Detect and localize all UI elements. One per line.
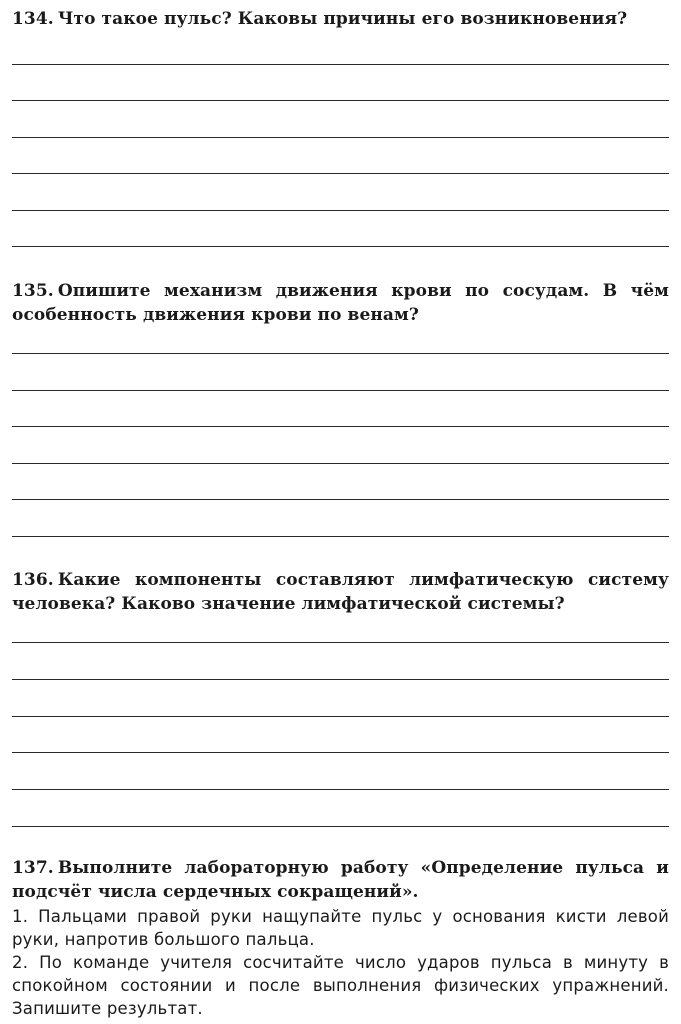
lab-step-1: 1. Пальцами правой руки нащупайте пульс у основания кисти левой руки, напротив большого пальца. [12,907,669,949]
question-text: Какие компоненты составляют лимфатическую систему человека? Каково значение лимфатической системы? [12,570,669,614]
question-text: Опишите механизм движения крови по сосудам. В чём особенность движения крови по венам? [12,281,669,325]
question-text: Выполните лабораторную работу «Определение пульса и подсчёт числа сердечных сокращений». [12,858,669,902]
answer-line[interactable] [12,499,669,500]
answer-line[interactable] [12,353,669,354]
answer-line[interactable] [12,100,669,101]
lab-step-2: 2. По команде учителя сосчитайте число ударов пульса в минуту в спокойном состоянии и после выполнения физических упражнений. Запишите результат. [12,953,669,1018]
question-number: 134. [12,9,54,29]
answer-line[interactable] [12,137,669,138]
answer-line[interactable] [12,246,669,247]
question-text: Что такое пульс? Каковы причины его возникновения? [57,9,628,29]
answer-line[interactable] [12,426,669,427]
answer-line[interactable] [12,463,669,464]
answer-line[interactable] [12,536,669,537]
answer-line[interactable] [12,390,669,391]
question-137 [12,856,669,904]
answer-line[interactable] [12,826,669,827]
question-136 [12,568,669,616]
answer-line[interactable] [12,64,669,65]
answer-line[interactable] [12,210,669,211]
question-number: 135. [12,281,54,301]
answer-line[interactable] [12,679,669,680]
answer-line[interactable] [12,752,669,753]
question-number: 136. [12,570,54,590]
question-number: 137. [12,858,54,878]
answer-line[interactable] [12,716,669,717]
answer-line[interactable] [12,789,669,790]
answer-line[interactable] [12,642,669,643]
question-134 [12,7,669,31]
question-135 [12,279,669,327]
answer-line[interactable] [12,173,669,174]
